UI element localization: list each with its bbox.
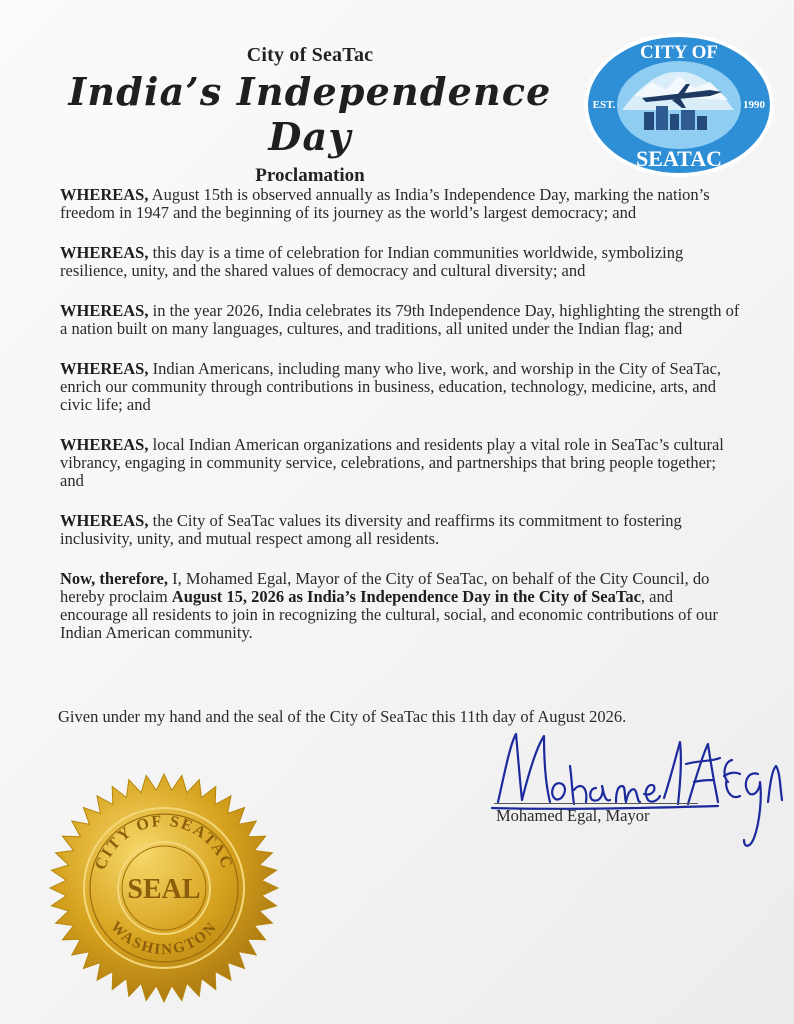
seal-bottom-text: WASHINGTON [107, 918, 221, 959]
mayor-signature [488, 726, 788, 856]
given-statement: Given under my hand and the seal of the City of SeaTac this 11th day of August 2026. [58, 707, 627, 726]
gold-seal [46, 770, 282, 1006]
document-subtitle: Proclamation [255, 165, 365, 186]
whereas-lead: WHEREAS, [60, 359, 149, 378]
whereas-lead: WHEREAS, [60, 185, 149, 204]
whereas-text: August 15th is observed annually as India’s Independence Day, marking the nation’s freedom in 1947 and the beginning of its journey as the world’s largest democracy; and [60, 185, 710, 222]
city-logo [582, 30, 776, 180]
whereas-paragraph [60, 436, 740, 490]
document-header [30, 44, 590, 187]
whereas-lead: WHEREAS, [60, 301, 149, 320]
seal-center-text: SEAL [127, 874, 201, 905]
whereas-text: the City of SeaTac values its diversity and reaffirms its commitment to fostering inclusivity, unity, and mutual respect among all residents. [60, 511, 682, 548]
whereas-lead: WHEREAS, [60, 435, 149, 454]
resolution-text: I, Mohamed Egal, Mayor of the City of SeaTac, on behalf of the City Council, do hereby proclaim [60, 569, 710, 606]
whereas-paragraph [60, 302, 740, 338]
logo-est-year: 1990 [743, 99, 765, 111]
whereas-text: local Indian American organizations and residents play a vital role in SeaTac’s cultural vibrancy, engaging in community service, celebrations, and partnerships that bring people together; and [60, 435, 724, 490]
whereas-paragraph [60, 512, 740, 548]
whereas-text: Indian Americans, including many who live, work, and worship in the City of SeaTac, enrich our community through contributions in business, education, technology, medicine, arts, and civic life; and [60, 359, 722, 414]
resolution-text-end: , and encourage all residents to join in recognizing the cultural, social, and economic contributions of our Indian American community. [60, 587, 718, 642]
resolution-lead: Now, therefore, [60, 569, 168, 588]
whereas-paragraph [60, 244, 740, 280]
whereas-text: in the year 2026, India celebrates its 79th Independence Day, highlighting the strength of a nation built on many languages, cultures, and traditions, all united under the Indian flag; and [60, 301, 740, 338]
logo-top-text: CITY OF [640, 42, 718, 63]
whereas-text: this day is a time of celebration for Indian communities worldwide, symbolizing resilience, unity, and the shared values of democracy and cultural diversity; and [60, 243, 684, 280]
signature-line [494, 803, 698, 804]
whereas-paragraph [60, 360, 740, 414]
logo-bottom-text: SEATAC [636, 146, 722, 171]
whereas-lead: WHEREAS, [60, 511, 149, 530]
proclamation-body [60, 186, 740, 664]
resolution-paragraph [60, 570, 740, 642]
logo-est-label: EST. [592, 99, 616, 111]
mayor-printed-name: Mohamed Egal, Mayor [496, 806, 650, 825]
resolution-emphasis: August 15, 2026 as India’s Independence Day in the City of SeaTac [171, 587, 641, 606]
seal-top-text: CITY OF SEATAC [92, 812, 236, 873]
document-title: India’s Independence Day [68, 69, 552, 159]
whereas-lead: WHEREAS, [60, 243, 149, 262]
whereas-paragraph [60, 186, 740, 222]
city-name: City of SeaTac [246, 44, 374, 66]
